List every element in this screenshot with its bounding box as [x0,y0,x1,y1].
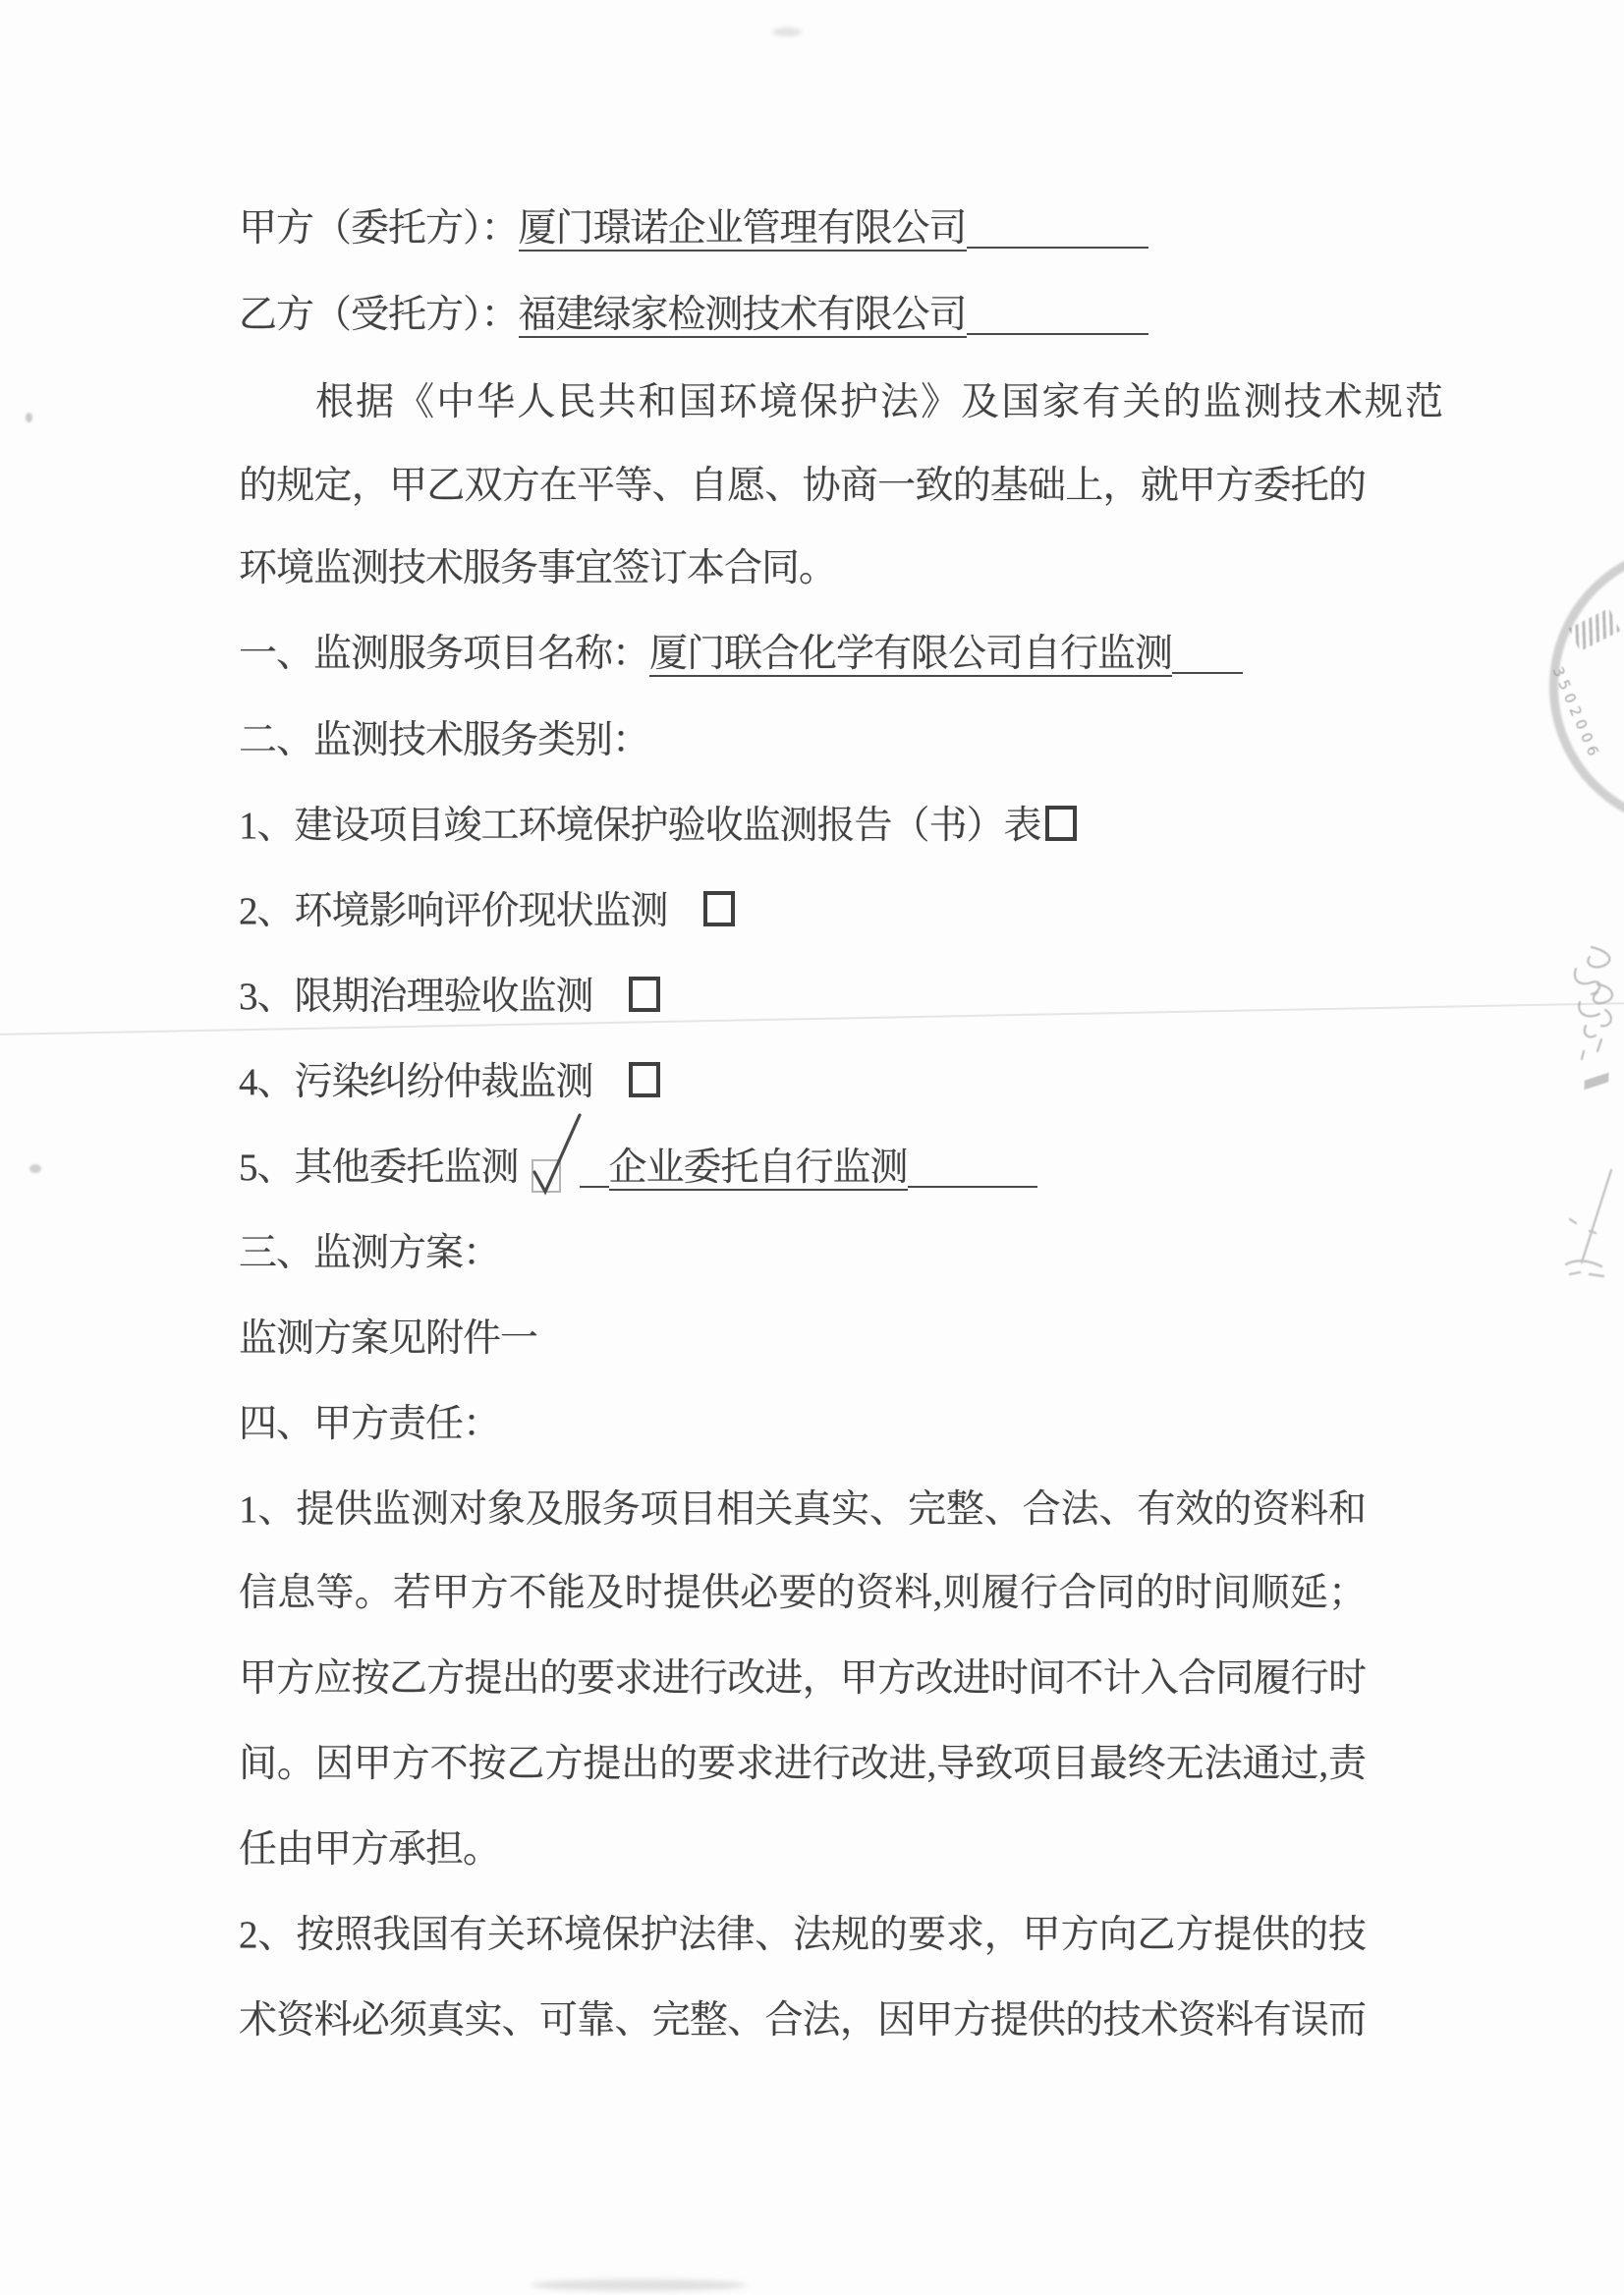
blank-underline [967,217,1148,249]
filled-in-text: 企业委托自行监测 [608,1147,908,1189]
filled-in-text: 福建绿家检测技术有限公司 [518,294,967,336]
text-run: 甲方（委托方）： [239,207,519,250]
text-run: 术资料必须真实、可靠、完整、合法，因甲方提供的技术资料有误而 [239,1999,1366,2042]
checkmark-icon [529,1147,580,1186]
clause-1-line-5 [239,1824,500,1875]
scan-speck [26,413,32,422]
checkbox-icon [629,977,660,1012]
filled-in-text: 厦门联合化学有限公司自行监测 [649,633,1173,675]
preamble-line-2 [239,461,1366,512]
text-run: 环境监测技术服务事宜签订本合同。 [239,547,837,589]
text-run: 三、监测方案： [239,1232,501,1274]
stamp-smudge [1584,1073,1608,1091]
text-run: 的规定，甲乙双方在平等、自愿、协商一致的基础上，就甲方委托的 [239,465,1366,507]
clause-1-line-4 [239,1739,1366,1790]
checkbox-icon [629,1062,660,1097]
text-run: 1、提供监测对象及服务项目相关真实、完整、合法、有效的资料和 [239,1488,1366,1531]
preamble-line-1 [239,377,1442,428]
text-run: 监测方案见附件一 [239,1317,538,1360]
blank-underline [967,304,1148,335]
text-run: 1、建设项目竣工环境保护验收监测报告（书）表 [239,805,1041,847]
text-run: 信息等。若甲方不能及时提供必要的资料,则履行合同的时间顺延； [239,1572,1366,1614]
service-type-5 [239,1143,1037,1194]
section-3-title [239,1228,500,1279]
text-run: 2、环境影响评价现状监测 [239,890,668,932]
blank-underline [908,1156,1037,1188]
service-type-1 [239,801,1077,852]
clause-2-line-1 [239,1910,1366,1961]
party-a-line [239,203,1148,254]
text-run: 乙方（受托方）： [239,294,519,336]
text-run: 四、甲方责任： [239,1403,501,1445]
service-type-2 [239,886,735,937]
party-b-line [239,290,1148,341]
stamp-fragment-icon [1562,941,1624,1071]
checkbox-icon [1045,806,1077,841]
scan-smudge [531,2279,747,2291]
section-1-title [239,629,1243,680]
scan-speck [29,1164,41,1173]
section-2-title [239,715,649,766]
blank-underline [580,1156,609,1188]
plan-note-line [239,1314,537,1365]
service-type-3 [239,972,660,1023]
text-run: 5、其他委托监测 [239,1147,519,1189]
clause-1-line-3 [239,1653,1366,1705]
stamp-digits: 3502006 [1548,664,1604,763]
filled-in-text: 厦门璟诺企业管理有限公司 [518,207,967,250]
blank-underline [1172,643,1243,674]
section-4-title [239,1399,500,1450]
text-run: 二、监测技术服务类别： [239,719,650,761]
text-run: 4、污染纠纷仲裁监测 [239,1061,593,1103]
clause-1-line-2 [239,1568,1366,1619]
scan-speck [772,28,802,36]
text-run: 甲方应按乙方提出的要求进行改进，甲方改进时间不计入合同履行时 [239,1657,1366,1700]
text-run: 根据《中华人民共和国环境保护法》及国家有关的监测技术规范 [315,381,1442,423]
text-run: 间。因甲方不按乙方提出的要求进行改进,导致项目最终无法通过,责 [239,1743,1366,1785]
service-type-4 [239,1057,660,1108]
clause-2-line-2 [239,1995,1366,2046]
text-run: 2、按照我国有关环境保护法律、法规的要求，甲方向乙方提供的技 [239,1914,1366,1956]
text-run: 3、限期治理验收监测 [239,976,593,1018]
preamble-line-3 [239,543,836,594]
stamp-fragment-icon [1560,1164,1624,1284]
checkbox-icon [703,891,735,926]
clause-1-line-1 [239,1484,1366,1536]
text-run: 任由甲方承担。 [239,1828,501,1871]
text-run: 一、监测服务项目名称： [239,633,650,675]
